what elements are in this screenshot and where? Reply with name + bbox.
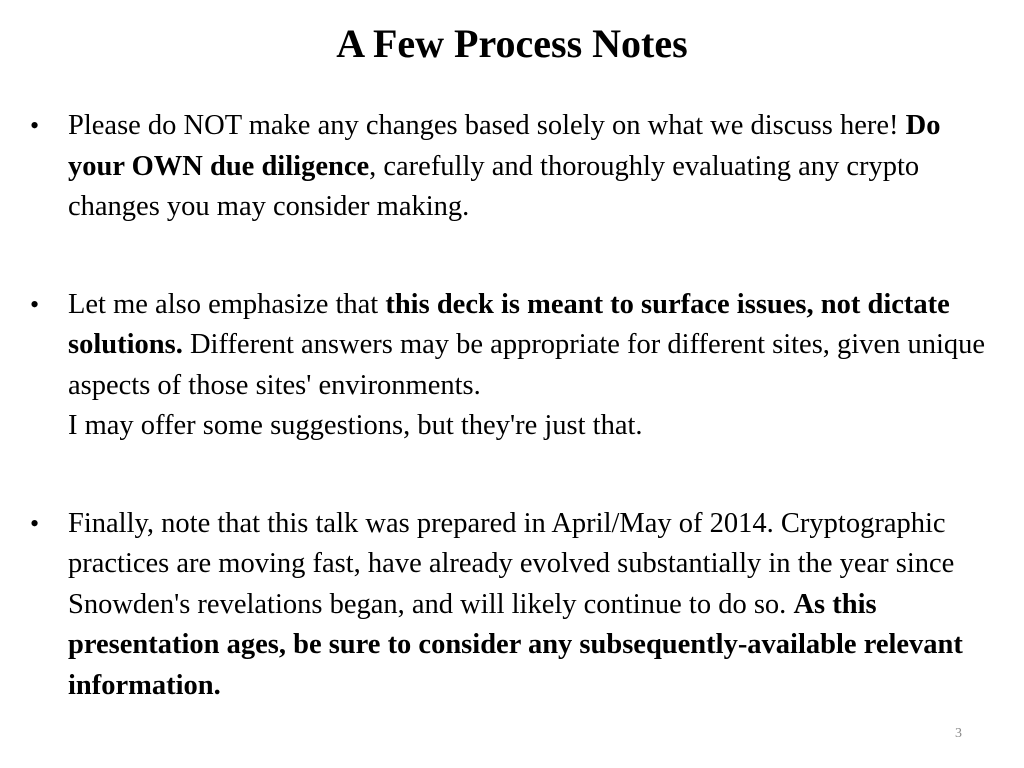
bullet-item-3	[0, 504, 1024, 707]
page-number: 3	[955, 726, 962, 741]
bullet-dot-icon: •	[30, 508, 40, 538]
bullet-3-part-1: Finally, note that this talk was prepared in April/May of 2014. Cryptographic practices are moving fast, have already evolved substantially in the year since Snowden's revelations began, and will likely continue to do so.	[68, 507, 955, 620]
bullet-2-emphasis: this deck is meant to surface issues, not dictate solutions.	[68, 288, 950, 360]
bullet-3-emphasis: As this presentation ages, be sure to consider any subsequently-available relevant information.	[68, 588, 963, 701]
bullet-1-part-1: Please do NOT make any changes based solely on what we discuss here!	[68, 110, 906, 141]
bullet-2-part-1: Let me also emphasize that	[68, 288, 386, 320]
slide-title: A Few Process Notes	[336, 21, 688, 66]
bullet-1-emphasis: Do your OWN due diligence	[68, 110, 941, 182]
bullet-dot-icon: •	[30, 111, 40, 140]
bullet-text-3	[68, 508, 963, 701]
bullet-2-part-4: I may offer some suggestions, but they're just that.	[68, 410, 643, 441]
bullet-dot-icon: •	[30, 289, 40, 319]
bullet-list	[0, 106, 1024, 763]
bullet-1-part-3: , carefully and thoroughly evaluating any crypto changes you may consider making.	[68, 150, 920, 222]
bullet-text-2	[68, 289, 985, 442]
bullet-item-2	[0, 285, 1024, 447]
bullet-2-part-3: Different answers may be appropriate for different sites, given unique aspects of those sites' environments.	[68, 329, 986, 401]
bullet-text-1	[68, 110, 940, 222]
bullet-item-1	[0, 106, 1024, 228]
